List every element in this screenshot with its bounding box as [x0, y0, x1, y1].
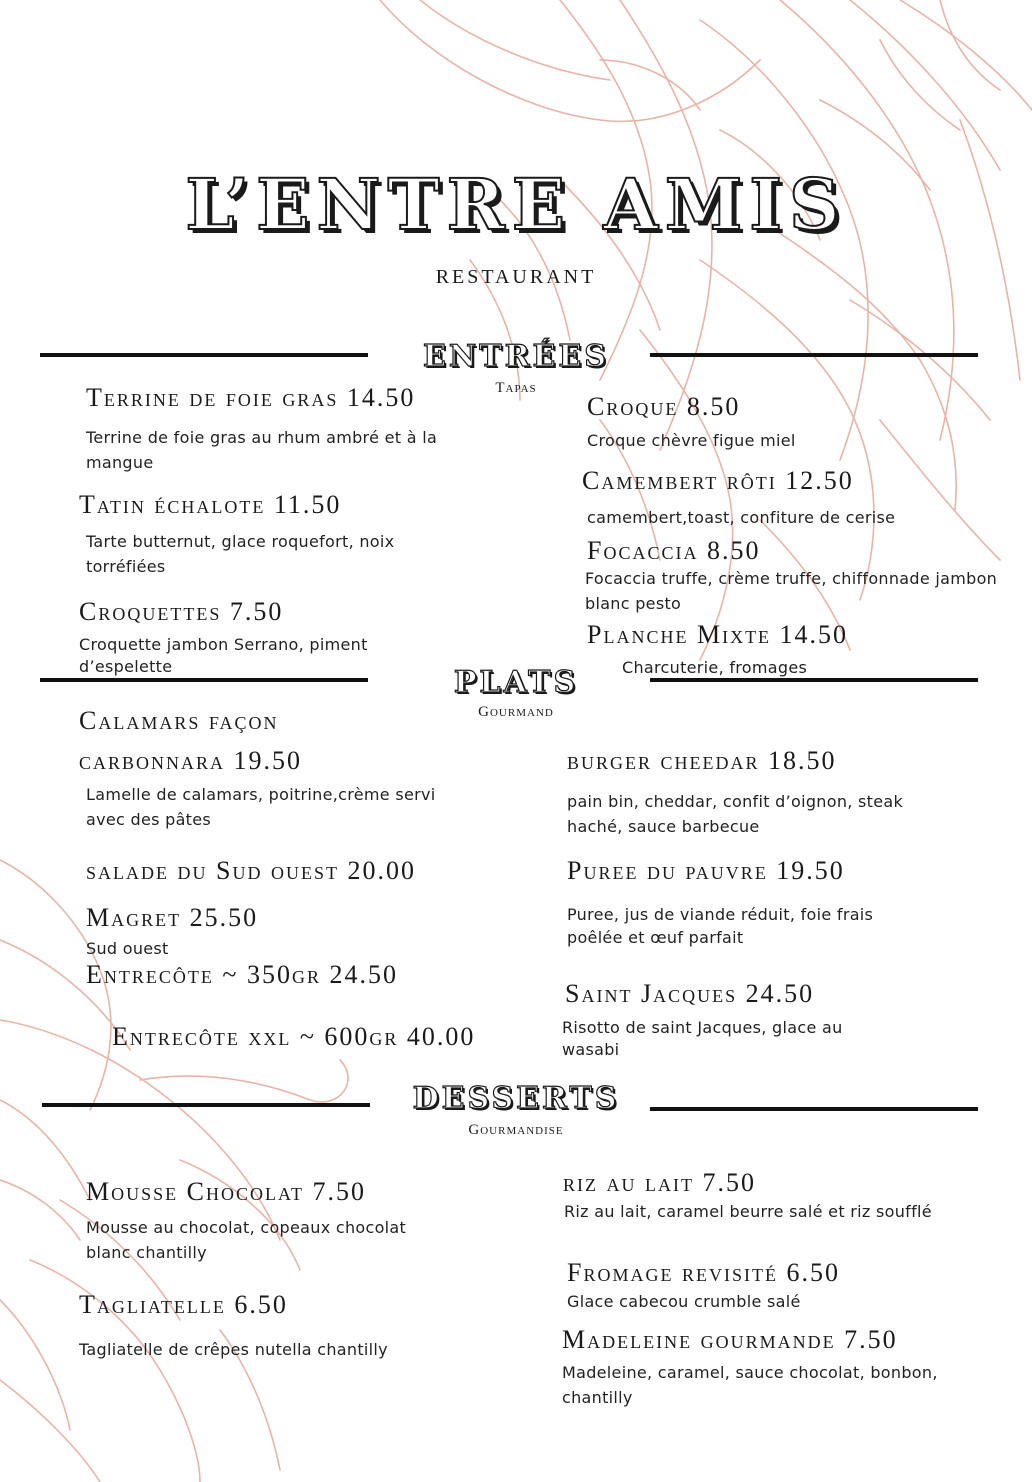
- section-subtitle-entrees: Tapas: [495, 380, 537, 396]
- dish-description: Terrine de foie gras au rhum ambré et à la mangue: [86, 428, 438, 472]
- section-title-plats: PLATS: [453, 665, 579, 700]
- dish-name: Magret 25.50: [86, 903, 259, 932]
- dish-name: Saint Jacques 24.50: [565, 979, 815, 1008]
- dish-name: Fromage revisité 6.50: [567, 1258, 840, 1287]
- section-subtitle-plats: Gourmand: [478, 704, 554, 720]
- dish-description: Croquette jambon Serrano, piment d’espelette: [79, 635, 368, 676]
- dish-description: Mousse au chocolat, copeaux chocolat blanc chantilly: [86, 1218, 407, 1262]
- dish-name: Croque 8.50: [587, 392, 741, 421]
- restaurant-subtitle: RESTAURANT: [435, 266, 597, 288]
- dish-name: Terrine de foie gras 14.50: [86, 383, 416, 412]
- section-title-entrees: ENTRÉES: [423, 339, 609, 374]
- section-subtitle-desserts: Gourmandise: [468, 1122, 564, 1138]
- dish-description: Glace cabecou crumble salé: [567, 1292, 801, 1311]
- dish-name: Entrecôte xxl ~ 600gr 40.00: [112, 1022, 476, 1051]
- dish-description: camembert,toast, confiture de cerise: [587, 508, 896, 527]
- dish-description: Croque chèvre figue miel: [587, 431, 796, 450]
- dish-name: Croquettes 7.50: [79, 597, 284, 626]
- dish-name: Entrecôte ~ 350gr 24.50: [86, 960, 398, 989]
- dish-name: Planche Mixte 14.50: [587, 620, 849, 649]
- dish-description: Risotto de saint Jacques, glace au wasabi: [562, 1018, 843, 1059]
- dish-name: carbonnara 19.50: [79, 746, 303, 775]
- dish-description: pain bin, cheddar, confit d’oignon, steak haché, sauce barbecue: [567, 792, 904, 836]
- dish-name: Mousse Chocolat 7.50: [86, 1177, 366, 1206]
- dish-name: Focaccia 8.50: [587, 536, 761, 565]
- dish-description: Tagliatelle de crêpes nutella chantilly: [79, 1340, 388, 1359]
- dish-description: Lamelle de calamars, poitrine,crème servi avec des pâtes: [86, 785, 436, 829]
- dish-description: Puree, jus de viande réduit, foie frais poêlée et œuf parfait: [567, 905, 874, 947]
- dish-name: burger cheedar 18.50: [567, 746, 837, 775]
- dish-name: Tagliatelle 6.50: [79, 1290, 288, 1319]
- dish-name: Camembert rôti 12.50: [582, 466, 854, 495]
- dish-name: Puree du pauvre 19.50: [567, 856, 845, 885]
- dish-description: Sud ouest: [86, 939, 169, 958]
- dish-name: Tatin échalote 11.50: [79, 490, 342, 519]
- dish-description: Madeleine, caramel, sauce chocolat, bonbon, chantilly: [562, 1363, 938, 1407]
- dish-name: salade du Sud ouest 20.00: [86, 856, 416, 885]
- restaurant-name: L’ENTRE AMIS: [185, 163, 847, 246]
- dish-description: Tarte butternut, glace roquefort, noix torréfiées: [86, 532, 395, 576]
- section-title-desserts: DESSERTS: [412, 1081, 620, 1116]
- dish-description: Riz au lait, caramel beurre salé et riz soufflé: [564, 1202, 932, 1221]
- dish-name: riz au lait 7.50: [563, 1168, 756, 1197]
- dish-description: Charcuterie, fromages: [622, 658, 808, 677]
- dish-description: Focaccia truffe, crème truffe, chiffonnade jambon blanc pesto: [585, 569, 998, 613]
- dish-name: Madeleine gourmande 7.50: [562, 1325, 898, 1354]
- dish-name: Calamars façon: [79, 706, 279, 735]
